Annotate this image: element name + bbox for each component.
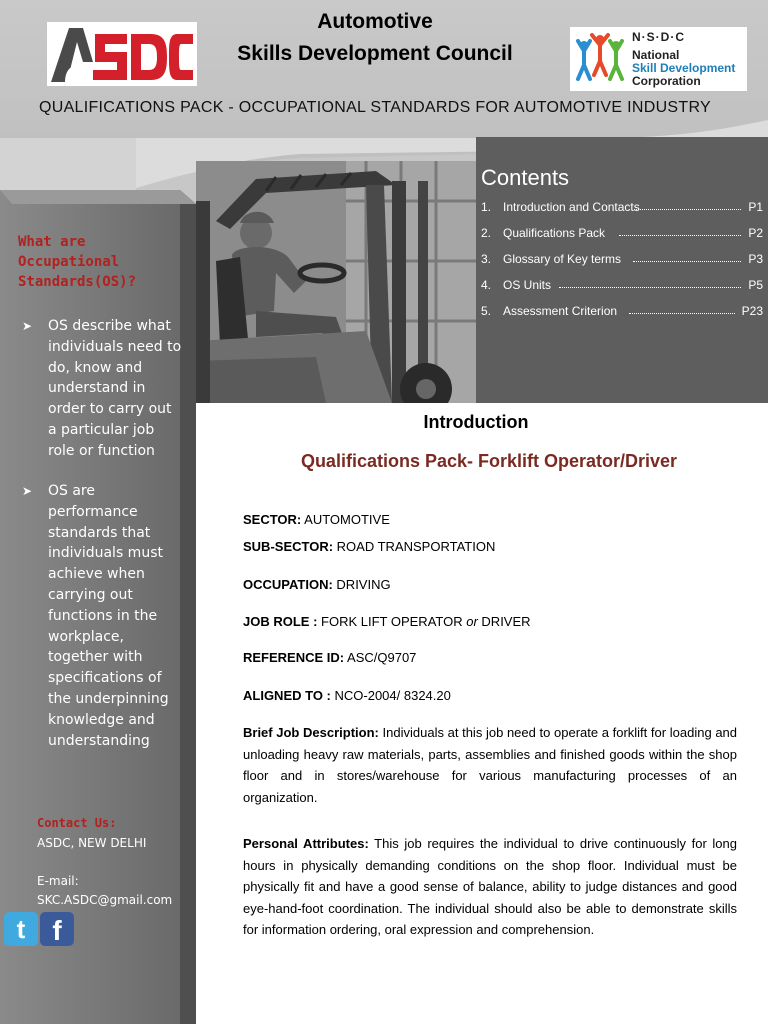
aligned-to-field: [243, 688, 451, 703]
contents-heading: Contents: [481, 165, 570, 190]
toc-leader-dots: [559, 287, 741, 288]
sector-value: AUTOMOTIVE: [304, 512, 390, 527]
nsdc-name-line-3: Corporation: [632, 74, 701, 88]
os-bullet-text: OS describe what individuals need to do, know and understand in order to carry out a particular job role or function: [48, 318, 182, 459]
bullet-arrow-icon: ➤: [22, 319, 33, 333]
toc-number: 1.: [481, 200, 492, 214]
job-role-label: JOB ROLE :: [243, 614, 318, 629]
forklift-photo: [196, 161, 476, 403]
os-bullet-performance: [22, 481, 182, 751]
toc-number: 5.: [481, 304, 492, 318]
reference-id-field: [243, 650, 416, 665]
toc-title: Introduction and Contacts: [503, 200, 640, 214]
occupation-field: [243, 577, 391, 592]
contact-heading: Contact Us:: [37, 816, 117, 830]
toc-item-os-units[interactable]: [481, 278, 763, 296]
toc-leader-dots: [619, 235, 741, 236]
personal-attributes-label: Personal Attributes:: [243, 836, 369, 851]
email-label: E-mail:: [37, 874, 79, 888]
toc-leader-dots: [629, 313, 735, 314]
os-heading: What are Occupational Standards(OS)?: [18, 234, 137, 290]
toc-page: P1: [748, 200, 763, 214]
os-bullet-describe: [22, 316, 182, 462]
qualifications-pack-subtitle: QUALIFICATIONS PACK - OCCUPATIONAL STANDARDS FOR AUTOMOTIVE INDUSTRY: [38, 99, 712, 116]
toc-item-assessment-criterion[interactable]: [481, 304, 763, 322]
sidebar: [0, 190, 196, 1024]
toc-title: Qualifications Pack: [503, 226, 606, 240]
job-role-value: FORK LIFT OPERATOR: [321, 614, 463, 629]
toc-page: P5: [748, 278, 763, 292]
introduction-heading: Introduction: [423, 412, 529, 432]
occupation-label: OCCUPATION:: [243, 577, 333, 592]
nsdc-people-icon: [572, 31, 628, 87]
job-role-or: or: [466, 614, 478, 629]
nsdc-name-line-1: National: [632, 48, 680, 62]
forklift-operator-image: [196, 161, 476, 403]
qualifications-pack-heading: Qualifications Pack- Forklift Operator/Driver: [300, 451, 678, 471]
sub-sector-value: ROAD TRANSPORTATION: [336, 539, 496, 554]
toc-title: Glossary of Key terms: [503, 252, 622, 266]
toc-leader-dots: [634, 209, 741, 210]
contents-panel: [476, 137, 768, 403]
toc-page: P2: [748, 226, 763, 240]
toc-title: OS Units: [503, 278, 552, 292]
job-role-value-alt: DRIVER: [481, 614, 531, 629]
toc-item-glossary[interactable]: [481, 252, 763, 270]
toc-number: 2.: [481, 226, 492, 240]
aligned-to-label: ALIGNED TO :: [243, 688, 331, 703]
personal-attributes: [243, 833, 737, 941]
toc-number: 3.: [481, 252, 492, 266]
occupation-value: DRIVING: [336, 577, 391, 592]
reference-id-value: ASC/Q9707: [347, 650, 417, 665]
sector-label: SECTOR:: [243, 512, 302, 527]
job-role-field: [243, 614, 531, 629]
nsdc-logo: [570, 27, 747, 91]
os-bullet-text: OS are performance standards that individuals must achieve when carrying out functions in the workplace, together with specifications of the underpinning knowledge and understanding: [48, 483, 169, 749]
nsdc-abbreviation: N·S·D·C: [632, 30, 685, 44]
brief-job-description: [243, 722, 737, 808]
brief-job-description-label: Brief Job Description:: [243, 725, 379, 740]
personal-attributes-text: This job requires the individual to drive continuously for long hours in physically demanding conditions on the shop floor. Individual must be physically fit and have a good sense of balance, ability to judge distances and good eye-hand-foot coordination. The individual should also be able to demonstrate skills for information ordering, oral expression and comprehension.: [243, 836, 737, 938]
twitter-icon[interactable]: t: [4, 912, 38, 946]
reference-id-label: REFERENCE ID:: [243, 650, 345, 665]
toc-page: P3: [748, 252, 763, 266]
contact-location: ASDC, NEW DELHI: [37, 836, 147, 850]
sub-sector-field: [243, 539, 495, 554]
nsdc-name-line-2: Skill Development: [632, 61, 736, 75]
toc-item-introduction[interactable]: [481, 200, 763, 218]
email-link[interactable]: SKC.ASDC@gmail.com: [37, 893, 173, 907]
toc-item-qualifications-pack[interactable]: [481, 226, 763, 244]
brief-job-description-text: Individuals at this job need to operate a forklift for loading and unloading heavy raw materials, parts, assemblies and finished goods within the shop floor and in stores/warehouse for various manufacturing processes of an organization.: [243, 725, 738, 805]
aligned-to-value: NCO-2004/ 8324.20: [334, 688, 451, 703]
toc-title: Assessment Criterion: [503, 304, 618, 318]
facebook-icon[interactable]: f: [40, 912, 74, 946]
council-title-line-2: Skills Development Council: [237, 42, 513, 65]
sector-field: [243, 512, 390, 527]
council-title-line-1: Automotive: [317, 10, 433, 33]
toc-leader-dots: [633, 261, 741, 262]
sub-sector-label: SUB-SECTOR:: [243, 539, 334, 554]
bullet-arrow-icon: ➤: [22, 484, 33, 498]
toc-page: P23: [741, 304, 763, 318]
main-content: [196, 403, 768, 1024]
toc-number: 4.: [481, 278, 492, 292]
